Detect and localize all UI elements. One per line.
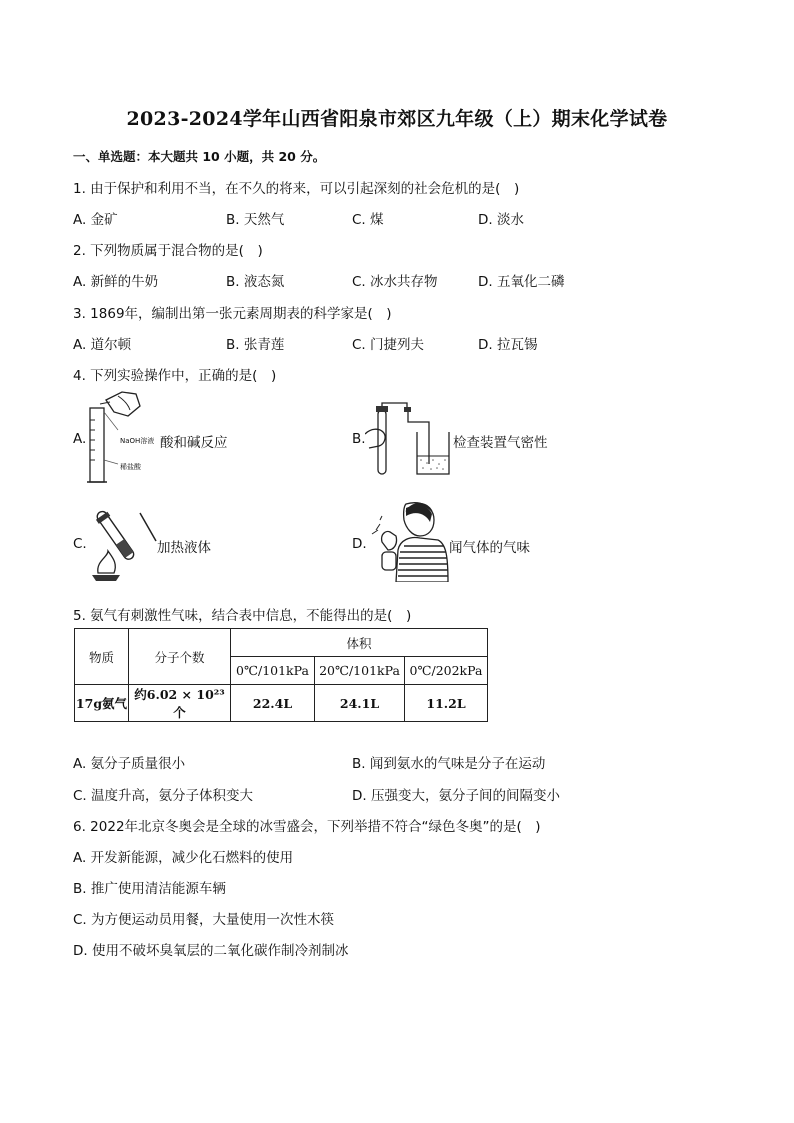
table-header-condition-1: 0℃/101kPa xyxy=(231,657,315,685)
q4-option-d-caption: 闻气体的气味 xyxy=(449,540,530,556)
q4-option-a-hcl-label: 稀盐酸 xyxy=(120,463,141,471)
q4-option-d-figure xyxy=(370,500,450,582)
q4-option-c-letter[interactable]: C. xyxy=(73,536,87,552)
q2-option-a[interactable]: A. 新鲜的牛奶 xyxy=(73,274,159,290)
q6-option-d[interactable]: D. 使用不破坏臭氧层的二氧化碳作制冷剂制冰 xyxy=(73,943,349,959)
table-header-condition-2: 20℃/101kPa xyxy=(315,657,405,685)
q3-option-c[interactable]: C. 门捷列夫 xyxy=(352,337,425,353)
q5-option-a[interactable]: A. 氨分子质量很小 xyxy=(73,756,186,772)
section-heading: 一、单选题：本大题共 10 小题，共 20 分。 xyxy=(73,149,326,164)
table-cell-volume-2: 24.1L xyxy=(315,685,405,722)
table-cell-substance: 17g氨气 xyxy=(75,685,129,722)
q1-option-d[interactable]: D. 淡水 xyxy=(478,212,524,228)
q4-option-b-caption: 检查装置气密性 xyxy=(453,435,548,451)
q6-option-a[interactable]: A. 开发新能源，减少化石燃料的使用 xyxy=(73,850,294,866)
exam-title: 2023-2024学年山西省阳泉市郊区九年级（上）期末化学试卷 xyxy=(126,108,668,130)
q4-stem: 4. 下列实验操作中，正确的是( ) xyxy=(73,368,277,384)
q6-option-b[interactable]: B. 推广使用清洁能源车辆 xyxy=(73,881,226,897)
q3-option-d[interactable]: D. 拉瓦锡 xyxy=(478,337,538,353)
table-cell-molecules: 约6.02 × 10²³个 xyxy=(129,685,231,722)
q1-option-b[interactable]: B. 天然气 xyxy=(226,212,285,228)
table-header-condition-3: 0℃/202kPa xyxy=(405,657,488,685)
q5-option-c[interactable]: C. 温度升高，氨分子体积变大 xyxy=(73,788,254,804)
q6-stem: 6. 2022年北京冬奥会是全球的冰雪盛会，下列举措不符合“绿色冬奥”的是( ) xyxy=(73,819,541,835)
q2-stem: 2. 下列物质属于混合物的是( ) xyxy=(73,243,263,259)
q5-data-table xyxy=(74,628,488,722)
q4-option-b-letter[interactable]: B. xyxy=(352,431,366,447)
q4-option-c-figure xyxy=(86,503,158,581)
q4-option-d-letter[interactable]: D. xyxy=(352,536,367,552)
q1-option-a[interactable]: A. 金矿 xyxy=(73,212,118,228)
q3-option-a[interactable]: A. 道尔顿 xyxy=(73,337,132,353)
table-header-molecules: 分子个数 xyxy=(129,629,231,685)
table-header-volume: 体积 xyxy=(231,629,488,657)
q1-stem: 1. 由于保护和利用不当，在不久的将来，可以引起深刻的社会危机的是( ) xyxy=(73,181,520,197)
table-cell-volume-1: 22.4L xyxy=(231,685,315,722)
q3-option-b[interactable]: B. 张青莲 xyxy=(226,337,285,353)
q5-option-b[interactable]: B. 闻到氨水的气味是分子在运动 xyxy=(352,756,546,772)
q5-stem: 5. 氨气有刺激性气味，结合表中信息，不能得出的是( ) xyxy=(73,608,412,624)
q6-option-c[interactable]: C. 为方便运动员用餐，大量使用一次性木筷 xyxy=(73,912,335,928)
table-cell-volume-3: 11.2L xyxy=(405,685,488,722)
q2-option-c[interactable]: C. 冰水共存物 xyxy=(352,274,438,290)
table-header-substance: 物质 xyxy=(75,629,129,685)
q4-option-b-figure xyxy=(365,402,453,478)
q2-option-d[interactable]: D. 五氧化二磷 xyxy=(478,274,565,290)
q4-option-a-caption: 酸和碱反应 xyxy=(160,435,228,451)
q4-option-c-caption: 加热液体 xyxy=(157,540,211,556)
q3-stem: 3. 1869年，编制出第一张元素周期表的科学家是( ) xyxy=(73,306,392,322)
q5-option-d[interactable]: D. 压强变大，氨分子间的间隔变小 xyxy=(352,788,560,804)
q1-option-c[interactable]: C. 煤 xyxy=(352,212,384,228)
q2-option-b[interactable]: B. 液态氮 xyxy=(226,274,285,290)
q4-option-a-letter[interactable]: A. xyxy=(73,431,87,447)
q4-option-a-naoh-label: NaOH溶液 xyxy=(120,437,155,445)
